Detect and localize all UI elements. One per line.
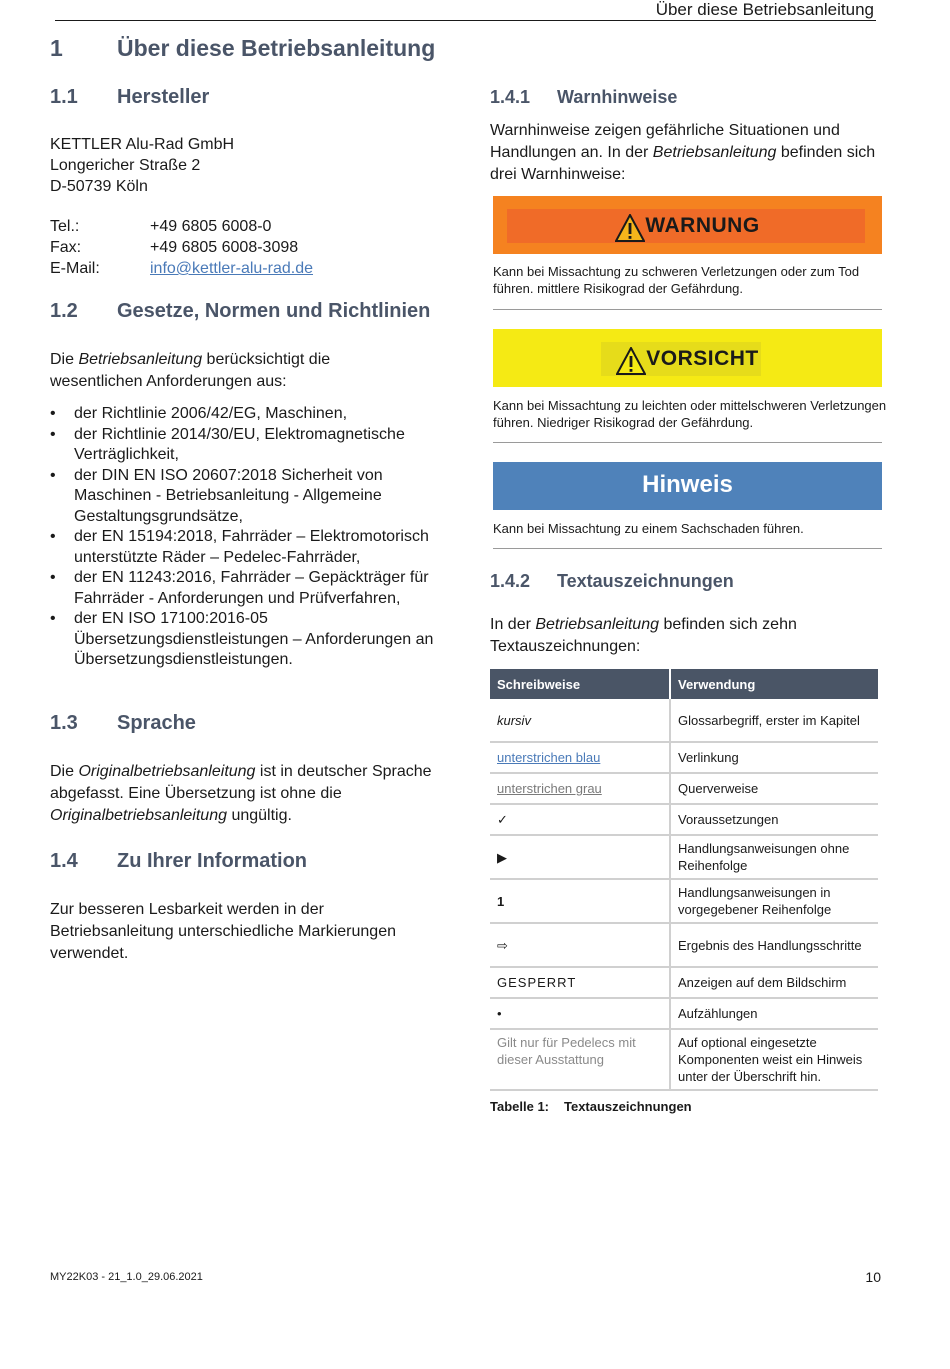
caution-signal-word [493, 342, 882, 378]
table-row [490, 699, 878, 742]
chapter-title-text: Über diese Betriebsanleitung [117, 35, 436, 61]
bullet: • [50, 528, 56, 545]
list-item-text: der Richtlinie 2006/42/EG, Maschinen, [74, 405, 348, 422]
section-title: Textauszeichnungen [557, 571, 734, 591]
table-row [490, 742, 878, 773]
caution-text: Kann bei Missachtung zu leichten oder mittelschweren Verletzungen führen. Niedriger Risikograd der Gefährdung. [493, 398, 887, 430]
table-cell-style: kursiv [490, 699, 670, 742]
text: Die [50, 351, 79, 368]
checkmark-icon: ✓ [497, 812, 508, 827]
table-cell-use: Voraussetzungen [670, 804, 878, 835]
table-row [490, 967, 878, 998]
caution-signal-box [493, 329, 882, 387]
underlined-grey-sample[interactable]: unterstrichen grau [497, 781, 602, 796]
email-link[interactable]: info@kettler-alu-rad.de [150, 260, 313, 277]
list-item-text: der EN ISO 17100:2016-05 Übersetzungsdienstleistungen – Anforderungen an Übersetzungsdienstleistungen. [74, 610, 434, 668]
section-1-2-intro [50, 349, 380, 393]
list-item-text: der EN 15194:2018, Fahrräder – Elektromotorisch unterstützte Räder – Pedelec-Fahrräder, [74, 528, 429, 566]
section-1-4-1-text [490, 120, 880, 186]
section-title: Zu Ihrer Information [117, 850, 307, 872]
emphasis: Betriebsanleitung [78, 351, 203, 368]
header-rule [55, 20, 876, 21]
play-triangle-icon: ▶ [497, 849, 507, 865]
section-number: 1.1 [50, 86, 78, 108]
section-title: Sprache [117, 712, 196, 734]
contact-list [50, 216, 313, 279]
footer-doc-id: MY22K03 - 21_1.0_29.06.2021 [50, 1271, 203, 1283]
section-1-1-heading [50, 86, 209, 109]
table-row [490, 923, 878, 967]
contact-label: Tel.: [50, 218, 80, 235]
bullet: • [50, 425, 56, 443]
table-cell-use: Querverweise [670, 773, 878, 804]
warning-triangle-icon [615, 214, 645, 242]
warning-triangle-icon [616, 347, 646, 375]
section-title: Warnhinweise [557, 87, 678, 107]
address-line: Longericher Straße 2 [50, 157, 201, 174]
section-1-4-heading [50, 850, 307, 873]
section-number: 1.4 [50, 850, 78, 872]
table-row [490, 998, 878, 1029]
section-1-4-2-heading [490, 571, 734, 592]
list-item [50, 404, 448, 425]
table-row [490, 1029, 878, 1090]
table-cell-use: Glossarbegriff, erster im Kapitel [670, 699, 878, 742]
section-1-2-heading [50, 300, 430, 323]
contact-value: +49 6805 6008-0 [150, 218, 272, 235]
text: befinden sich drei Warnhinweise: [490, 144, 876, 183]
column-header: Verwendung [670, 669, 878, 699]
list-item [50, 425, 448, 466]
emphasis: Betriebsanleitung [652, 144, 777, 161]
list-item-text: der DIN EN ISO 20607:2018 Sicherheit von Maschinen - Betriebsanleitung - Allgemeine Gestaltungsgrundsätze, [74, 466, 383, 525]
section-title: Gesetze, Normen und Richtlinien [117, 300, 431, 322]
notice-text: Kann bei Missachtung zu einem Sachschaden führen. [493, 521, 804, 536]
text: ungültig. [227, 807, 292, 824]
section-1-4-1-heading [490, 87, 677, 108]
manufacturer-address [50, 134, 234, 197]
notice-label: Hinweis [642, 471, 733, 498]
text: In der [490, 616, 536, 633]
contact-label: Fax: [50, 239, 82, 256]
contact-fax [50, 237, 313, 258]
table-cell-style [490, 773, 670, 804]
address-line: KETTLER Alu-Rad GmbH [50, 136, 235, 153]
contact-phone [50, 216, 313, 237]
table-row [490, 835, 878, 879]
table-cell-use: Aufzählungen [670, 998, 878, 1029]
section-1-3-heading [50, 712, 196, 735]
text: befinden sich zehn Textauszeichnungen: [490, 616, 797, 655]
bullet: • [50, 466, 56, 484]
page-number: 10 [865, 1269, 881, 1285]
bullet: • [50, 569, 56, 586]
section-title: Hersteller [117, 86, 210, 108]
caption-text: Textauszeichnungen [564, 1099, 692, 1114]
table-row [490, 879, 878, 923]
section-number: 1.3 [50, 712, 78, 734]
result-arrow-icon: ⇨ [497, 937, 508, 953]
divider [493, 309, 882, 310]
contact-email [50, 258, 313, 279]
markup-table [490, 669, 878, 1091]
text: ist in deutscher Sprache abgefasst. Eine Übersetzung ist ohne die [50, 763, 432, 802]
table-cell-style [490, 804, 670, 835]
table-cell-style: • [490, 998, 670, 1029]
underlined-blue-sample[interactable]: unterstrichen blau [497, 750, 601, 765]
contact-label: E-Mail: [50, 260, 100, 277]
table-row [490, 804, 878, 835]
emphasis: Originalbetriebsanleitung [78, 763, 256, 780]
list-item [50, 568, 448, 609]
list-item [50, 466, 448, 528]
section-1-4-text: Zur besseren Lesbarkeit werden in der Betriebsanleitung unterschiedliche Markierungen verwendet. [50, 901, 396, 962]
emphasis: Betriebsanleitung [535, 616, 659, 633]
divider [493, 442, 882, 443]
caution-label: VORSICHT [646, 347, 759, 370]
text: Warnhinweise zeigen gefährliche Situationen und Handlungen an. In der [490, 122, 840, 161]
table-cell-use: Auf optional eingesetzte Komponenten weist ein Hinweis unter der Überschrift hin. [670, 1029, 878, 1090]
list-item-text: der Richtlinie 2014/30/EU, Elektromagnetische Verträglichkeit, [74, 425, 405, 463]
section-1-3-text [50, 761, 445, 827]
caption-label: Tabelle 1: [490, 1099, 550, 1114]
notice-signal-box [493, 462, 882, 510]
running-header: Über diese Betriebsanleitung [655, 0, 874, 19]
table-row [490, 773, 878, 804]
section-1-4-2-text [490, 614, 880, 658]
column-header: Schreibweise [490, 669, 670, 699]
table-cell-use: Ergebnis des Handlungsschritte [670, 923, 878, 967]
table-caption [490, 1099, 878, 1114]
bullet: • [50, 610, 56, 627]
contact-value: +49 6805 6008-3098 [150, 239, 299, 256]
text: Die [50, 763, 79, 780]
table-cell-style [490, 835, 670, 879]
address-line: D-50739 Köln [50, 178, 148, 195]
list-item [50, 609, 448, 671]
text: berücksichtigt die wesentlichen Anforderungen aus: [50, 351, 331, 390]
section-number: 1.4.1 [490, 87, 531, 107]
table-cell-style [490, 923, 670, 967]
warning-label: WARNUNG [645, 214, 760, 237]
table-cell-use: Handlungsanweisungen ohne Reihenfolge [670, 835, 878, 879]
warning-signal-box [493, 196, 882, 254]
section-number: 1.2 [50, 300, 78, 322]
warning-signal-word [493, 209, 882, 245]
chapter-title [50, 35, 435, 62]
emphasis: Originalbetriebsanleitung [50, 807, 227, 824]
table-header-row [490, 669, 878, 699]
table-cell-style [490, 742, 670, 773]
list-item-text: der EN 11243:2016, Fahrräder – Gepäckträger für Fahrräder - Anforderungen und Prüfverfahren, [74, 569, 429, 607]
table-cell-style: 1 [490, 879, 670, 923]
standards-list [50, 404, 448, 671]
table-cell-use: Verlinkung [670, 742, 878, 773]
list-item [50, 527, 448, 568]
table-cell-style: GESPERRT [490, 967, 670, 998]
chapter-number: 1 [50, 35, 63, 61]
table-cell-use: Handlungsanweisungen in vorgegebener Reihenfolge [670, 879, 878, 923]
table-cell-use: Anzeigen auf dem Bildschirm [670, 967, 878, 998]
divider [493, 548, 882, 549]
section-number: 1.4.2 [490, 571, 531, 591]
bullet: • [50, 405, 56, 422]
table-cell-style: Gilt nur für Pedelecs mit dieser Ausstattung [490, 1029, 670, 1090]
markup-table-wrapper [490, 669, 878, 1114]
warning-text: Kann bei Missachtung zu schweren Verletzungen oder zum Tod führen. mittlere Risikograd der Gefährdung. [493, 264, 860, 296]
